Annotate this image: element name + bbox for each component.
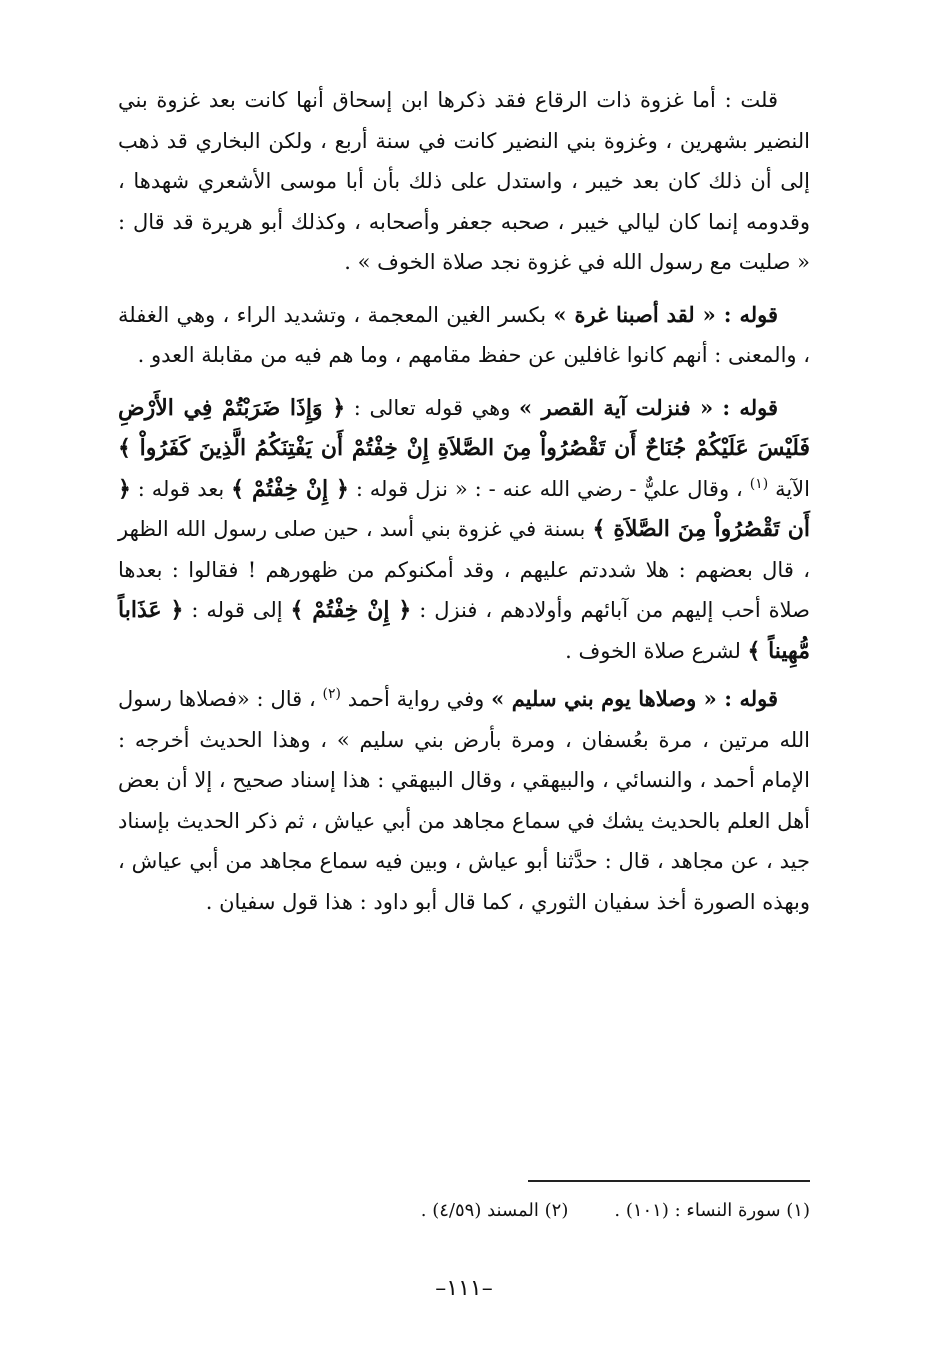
footnote-1: (١) سورة النساء : (١٠١) . xyxy=(614,1200,810,1221)
main-text xyxy=(118,80,810,931)
quran-verse: ﴿ أَن تَقْصُرُواْ مِنَ الصَّلاَةِ ﴾ xyxy=(118,475,810,542)
paragraph-ayat-al-qasr xyxy=(118,388,810,672)
paragraph-text: وفي رواية أحمد xyxy=(341,687,492,711)
footnote-reference: (٢) xyxy=(322,686,341,702)
page-number: –١١١– xyxy=(435,1276,493,1301)
commentary-lemma: قوله : « وصلاها يوم بني سليم » xyxy=(491,686,778,711)
commentary-lemma: قوله : « لقد أصبنا غرة » xyxy=(553,301,778,327)
paragraph-text: بكسر الغين المعجمة ، وتشديد الراء ، وهي الغفلة ، والمعنى : أنهم كانوا غافلين عن حفظ مقامهم ، وما هم فيه من مقابلة العدو . xyxy=(118,302,810,367)
paragraph-ghazwat-dhat-al-riqa xyxy=(118,80,810,283)
paragraph-text: لشرع صلاة الخوف . xyxy=(565,638,748,663)
paragraph-text: وهي قوله تعالى : xyxy=(345,395,520,420)
quran-verse: ﴿ إِنْ خِفْتُمْ ﴾ xyxy=(231,475,349,502)
paragraph-text: إلى قوله : xyxy=(183,598,291,622)
quran-verse: ﴿ إِنْ خِفْتُمْ ﴾ xyxy=(290,597,412,623)
footnote-separator xyxy=(528,1180,810,1182)
paragraph-text: الآية xyxy=(768,476,810,501)
paragraph-text: ، قال : «فصلاها رسول الله مرتين ، مرة بعُسفان ، ومرة بأرض بني سليم » ، وهذا الحديث أخرجه : الإمام أحمد ، والنسائي ، والبيهقي ، وقال البيهقي : هذا إسناد صحيح ، إلا أن بعض أهل العلم بالحديث يشك في سماع مجاهد من أبي عياش ، ثم ذكر الحديث بإسناد جيد ، عن مجاهد ، قال : حدَّثنا أبو عياش ، وبين فيه سماع مجاهد من أبي عياش ، وبهذه الصورة أخذ سفيان الثوري ، كما قال أبو داود : هذا قول سفيان . xyxy=(118,687,810,914)
footnotes xyxy=(280,1196,810,1226)
footnote-2: (٢) المسند (٤/٥٩) . xyxy=(420,1200,569,1221)
quran-verse: ﴿ عَذَاباً مُّهِيناً ﴾ xyxy=(118,597,810,664)
paragraph-text: بسنة في غزوة بني أسد ، حين صلى رسول الله الظهر ، قال بعضهم : هلا شددتم عليهم ، وقد أمكنوكم من ظهورهم ! فقالوا : بعدها صلاة أحب إليهم من آبائهم وأولادهم ، فنزل : xyxy=(118,517,810,622)
paragraph-text: ، وقال عليٌّ - رضي الله عنه - : « نزل قوله : xyxy=(348,476,750,501)
paragraph-text: بعد قوله : xyxy=(130,476,232,501)
paragraph-text: قلت : أما غزوة ذات الرقاع فقد ذكرها ابن إسحاق أنها كانت بعد غزوة بني النضير بشهرين ، وغزوة بني النضير كانت في سنة أربع ، ولكن البخاري قد ذهب إلى أن ذلك كان بعد خيبر ، واستدل على ذلك بأن أبا موسى الأشعري شهدها ، وقدومه إنما كان ليالي خيبر ، صحبه جعفر وأصحابه ، وكذلك أبو هريرة قد قال : « صليت مع رسول الله في غزوة نجد صلاة الخوف » . xyxy=(118,88,810,274)
paragraph-ghurra xyxy=(118,295,810,376)
quran-verse: ﴿ وَإِذَا ضَرَبْتُمْ فِي الأَرْضِ فَلَيْسَ عَلَيْكُمْ جُنَاحٌ أَن تَقْصُرُواْ مِنَ الصَّلاَةِ إِنْ خِفْتُمْ أَن يَفْتِنَكُمُ الَّذِينَ كَفَرُواْ ﴾ xyxy=(118,394,810,461)
commentary-lemma: قوله : « فنزلت آية القصر » xyxy=(519,394,778,420)
footnote-reference: (١) xyxy=(749,475,769,492)
paragraph-bani-sulaym xyxy=(118,679,810,922)
